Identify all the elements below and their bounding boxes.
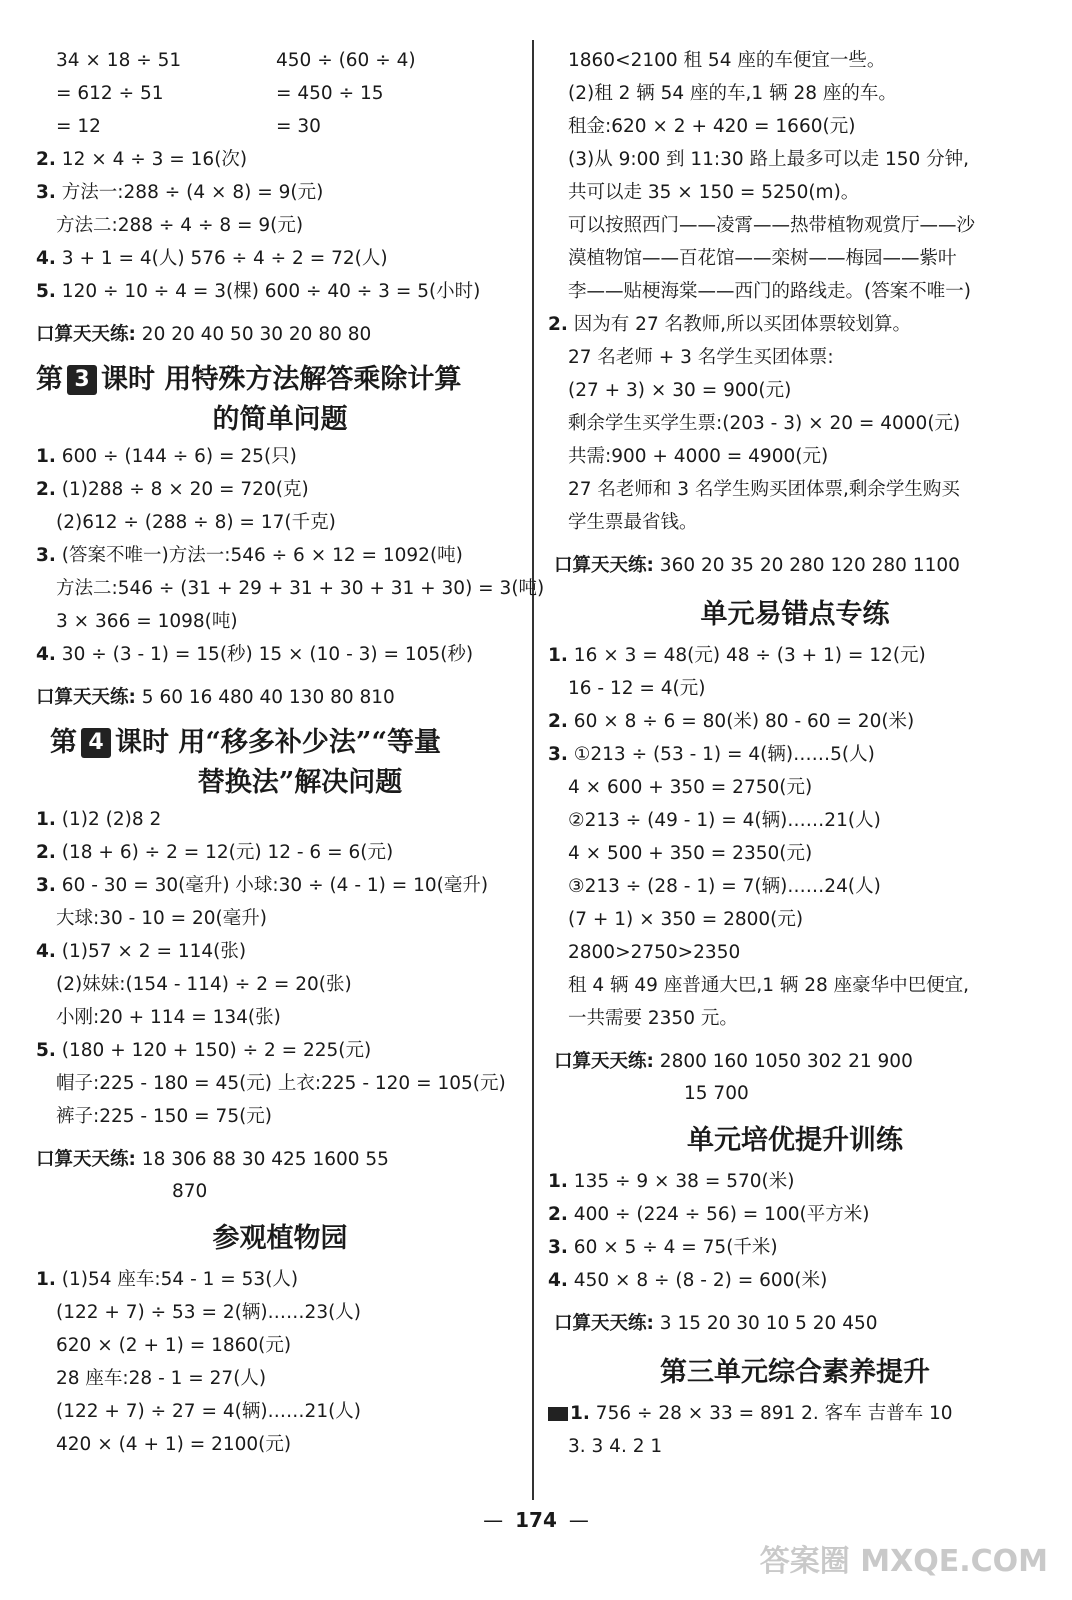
calc-row: 34 × 18 ÷ 51 450 ÷ (60 ÷ 4) xyxy=(56,50,416,71)
answer-line: (122 + 7) ÷ 27 = 4(辆)……21(人) xyxy=(56,1401,362,1422)
mental-math-drill: 口算天天练: 20 20 40 50 30 20 80 80 xyxy=(36,324,372,345)
unit3-heading: 第三单元综合素养提升 xyxy=(660,1357,930,1388)
mental-math-drill: 口算天天练: 3 15 20 30 10 5 20 450 xyxy=(554,1313,878,1334)
garden-heading: 参观植物园 xyxy=(212,1223,348,1254)
mental-math-drill-cont: 870 xyxy=(172,1181,208,1202)
answer-line: 3. ①213 ÷ (53 - 1) = 4(辆)……5(人) xyxy=(548,744,875,765)
lesson-number-badge: 4 xyxy=(81,728,111,758)
garden-answers-cont xyxy=(548,44,1042,308)
answer-line: 4. (1)57 × 2 = 114(张) xyxy=(36,941,247,962)
answer-line: (27 + 3) × 30 = 900(元) xyxy=(568,380,792,401)
mental-math-drill: 口算天天练: 18 306 88 30 425 1600 55 xyxy=(36,1149,389,1170)
answer-line: 27 名老师 + 3 名学生买团体票: xyxy=(568,347,834,368)
calc-row: = 612 ÷ 51 = 450 ÷ 15 xyxy=(56,83,384,104)
answer-line: 16 - 12 = 4(元) xyxy=(568,678,706,699)
answer-line: 共可以走 35 × 150 = 5250(m)。 xyxy=(568,182,860,203)
answer-line: 2. (1)288 ÷ 8 × 20 = 720(克) xyxy=(36,479,309,500)
answer-line: 一共需要 2350 元。 xyxy=(568,1008,738,1029)
column-divider xyxy=(532,40,534,1500)
lesson-number-badge: 3 xyxy=(67,365,97,395)
answer-line: 租金:620 × 2 + 420 = 1660(元) xyxy=(568,116,856,137)
answer-line: 5. 120 ÷ 10 ÷ 4 = 3(棵) 600 ÷ 40 ÷ 3 = 5(小时) xyxy=(36,281,481,302)
answer-line: 方法二:288 ÷ 4 ÷ 8 = 9(元) xyxy=(56,215,304,236)
lesson-3-heading: 第 3 课时 用特殊方法解答乘除计算 xyxy=(36,364,462,395)
answer-line: 420 × (4 + 1) = 2100(元) xyxy=(56,1434,292,1455)
answer-line: 5. (180 + 120 + 150) ÷ 2 = 225(元) xyxy=(36,1040,372,1061)
answer-line: 李——贴梗海棠——西门的路线走。(答案不唯一) xyxy=(568,281,971,302)
answer-line: 620 × (2 + 1) = 1860(元) xyxy=(56,1335,292,1356)
answer-line: 4. 450 × 8 ÷ (8 - 2) = 600(米) xyxy=(548,1270,828,1291)
answer-line: 可以按照西门——凌霄——热带植物观赏厅——沙 xyxy=(568,215,976,236)
answer-line: 3. 60 - 30 = 30(毫升) 小球:30 ÷ (4 - 1) = 10(毫升) xyxy=(36,875,489,896)
answer-line: 27 名老师和 3 名学生购买团体票,剩余学生购买 xyxy=(568,479,960,500)
lesson-4-heading: 第 4 课时 用“移多补少法”“等量 xyxy=(50,727,441,758)
answer-line: ②213 ÷ (49 - 1) = 4(辆)……21(人) xyxy=(568,810,881,831)
garden-answers xyxy=(36,1263,524,1461)
advance-answers xyxy=(548,1165,1042,1297)
mental-math-drill: 口算天天练: 2800 160 1050 302 21 900 xyxy=(554,1051,913,1072)
answer-line: 剩余学生买学生票:(203 - 3) × 20 = 4000(元) xyxy=(568,413,961,434)
answer-line: 3. 60 × 5 ÷ 4 = 75(千米) xyxy=(548,1237,778,1258)
answer-line: 租 4 辆 49 座普通大巴,1 辆 28 座豪华中巴便宜, xyxy=(568,975,970,996)
answer-line: 2. 60 × 8 ÷ 6 = 80(米) 80 - 60 = 20(米) xyxy=(548,711,915,732)
answer-line: 4 × 600 + 350 = 2750(元) xyxy=(568,777,813,798)
answer-line: 4 × 500 + 350 = 2350(元) xyxy=(568,843,813,864)
answer-line: 4. 3 + 1 = 4(人) 576 ÷ 4 ÷ 2 = 72(人) xyxy=(36,248,388,269)
advance-heading: 单元培优提升训练 xyxy=(687,1125,903,1156)
section-one-marker-icon xyxy=(548,1407,568,1421)
answer-line: (122 + 7) ÷ 53 = 2(辆)……23(人) xyxy=(56,1302,362,1323)
mental-math-drill-cont: 15 700 xyxy=(684,1083,749,1104)
watermark-logo: 答案圈 MXQE.COM xyxy=(759,1544,1048,1579)
answer-line: 大球:30 - 10 = 20(毫升) xyxy=(56,908,267,929)
answer-line: 2. (18 + 6) ÷ 2 = 12(元) 12 - 6 = 6(元) xyxy=(36,842,394,863)
answer-line: 1. 16 × 3 = 48(元) 48 ÷ (3 + 1) = 12(元) xyxy=(548,645,926,666)
answer-line: 3. (答案不唯一)方法一:546 ÷ 6 × 12 = 1092(吨) xyxy=(36,545,463,566)
answer-line: 1. 600 ÷ (144 ÷ 6) = 25(只) xyxy=(36,446,297,467)
errors-answers xyxy=(548,639,1042,1035)
answer-line: 共需:900 + 4000 = 4900(元) xyxy=(568,446,829,467)
lesson-3-heading-cont: 的简单问题 xyxy=(212,404,348,435)
answer-line: 3. 3 4. 2 1 xyxy=(568,1436,663,1457)
answer-line: 裤子:225 - 150 = 75(元) xyxy=(56,1106,273,1127)
answer-line: 2800>2750>2350 xyxy=(568,942,741,963)
answer-line: (2)612 ÷ (288 ÷ 8) = 17(千克) xyxy=(56,512,336,533)
answer-line: 1. 756 ÷ 28 × 33 = 891 2. 客车 吉普车 10 xyxy=(548,1397,1042,1430)
lesson-3-answers xyxy=(36,440,545,671)
answer-line: 学生票最省钱。 xyxy=(568,512,698,533)
answer-line: 28 座车:28 - 1 = 27(人) xyxy=(56,1368,267,1389)
right-column xyxy=(548,44,1042,1463)
errors-heading: 单元易错点专练 xyxy=(700,599,890,630)
answer-line: 1. (1)54 座车:54 - 1 = 53(人) xyxy=(36,1269,299,1290)
answer-line: ③213 ÷ (28 - 1) = 7(辆)……24(人) xyxy=(568,876,881,897)
lesson-4-answers xyxy=(36,803,524,1133)
calc-row: = 12 = 30 xyxy=(56,116,321,137)
page-number: — 174 — xyxy=(483,1508,589,1532)
answer-line: 方法二:546 ÷ (31 + 29 + 31 + 30 + 31 + 30) = 3(吨) xyxy=(56,578,545,599)
answer-line: 3 × 366 = 1098(吨) xyxy=(56,611,238,632)
mental-math-drill: 口算天天练: 360 20 35 20 280 120 280 1100 xyxy=(554,555,960,576)
answer-line: 小刚:20 + 114 = 134(张) xyxy=(56,1007,281,1028)
answer-line: 1860<2100 租 54 座的车便宜一些。 xyxy=(568,50,886,71)
left-column xyxy=(36,44,545,1461)
answer-line: 漠植物馆——百花馆——栾树——梅园——紫叶 xyxy=(568,248,957,269)
lesson-4-heading-cont: 替换法”解决问题 xyxy=(197,767,403,798)
mental-math-drill: 口算天天练: 5 60 16 480 40 130 80 810 xyxy=(36,687,395,708)
answer-line: (7 + 1) × 350 = 2800(元) xyxy=(568,909,804,930)
answer-line: 3. 方法一:288 ÷ (4 × 8) = 9(元) xyxy=(36,182,324,203)
answer-line: 1. (1)2 (2)8 2 xyxy=(36,809,162,830)
answer-line: 4. 30 ÷ (3 - 1) = 15(秒) 15 × (10 - 3) = 105(秒) xyxy=(36,644,474,665)
answer-line: (2)妹妹:(154 - 114) ÷ 2 = 20(张) xyxy=(56,974,352,995)
answer-line: 帽子:225 - 180 = 45(元) 上衣:225 - 120 = 105(元) xyxy=(56,1073,506,1094)
answer-line: 2. 因为有 27 名教师,所以买团体票较划算。 xyxy=(548,314,911,335)
answer-line: 2. 400 ÷ (224 ÷ 56) = 100(平方米) xyxy=(548,1204,870,1225)
answer-line: 2. 12 × 4 ÷ 3 = 16(次) xyxy=(36,149,248,170)
answer-line: 1. 135 ÷ 9 × 38 = 570(米) xyxy=(548,1171,795,1192)
answer-line: (2)租 2 辆 54 座的车,1 辆 28 座的车。 xyxy=(568,83,897,104)
question-2 xyxy=(548,308,1042,539)
answer-line: (3)从 9:00 到 11:30 路上最多可以走 150 分钟, xyxy=(568,149,970,170)
